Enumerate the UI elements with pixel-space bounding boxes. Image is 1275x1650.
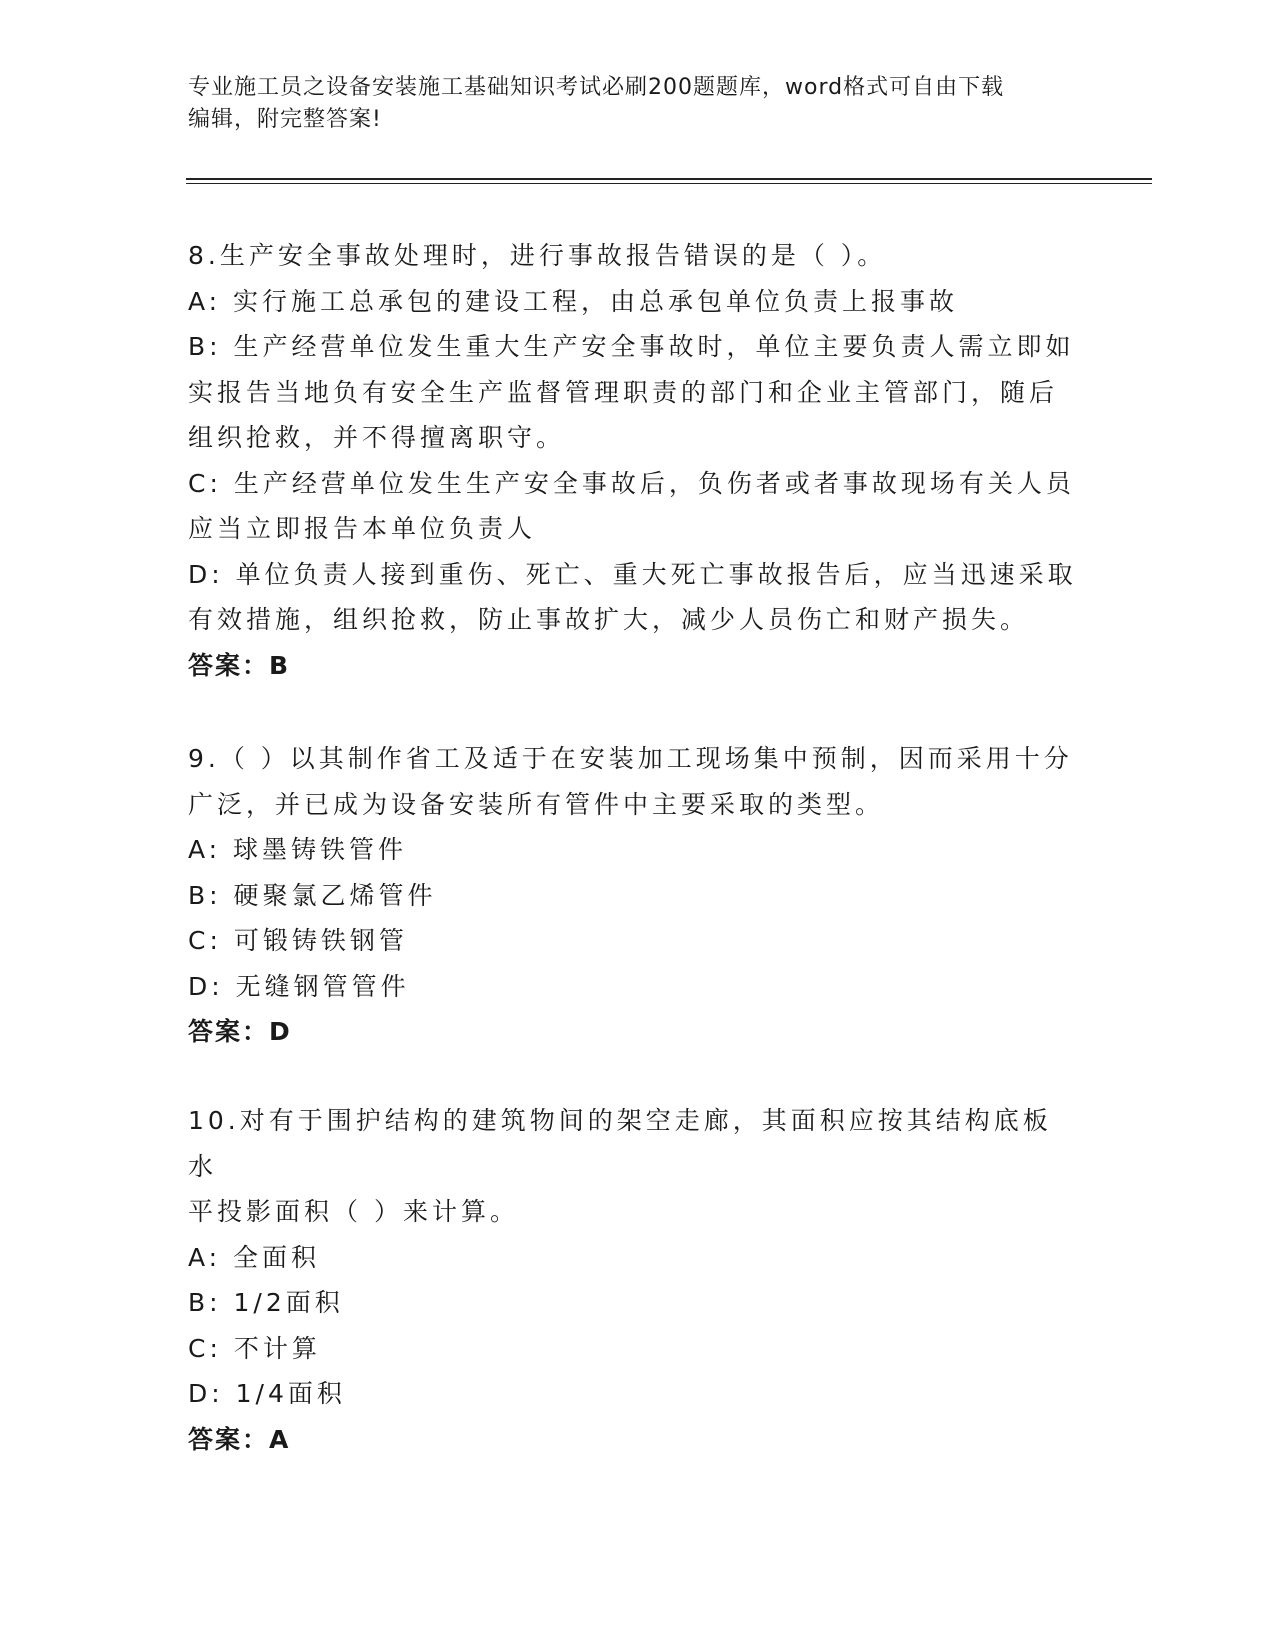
question-9-stem-line-1: 9.（ ）以其制作省工及适于在安装加工现场集中预制，因而采用十分 [188,744,1073,773]
question-10-stem-line-2: 平投影面积（ ）来计算。 [188,1197,519,1226]
question-8-option-a: A: 实行施工总承包的建设工程，由总承包单位负责上报事故 [188,286,959,316]
question-9-answer: 答案：D [188,1017,292,1046]
question-8 [188,233,1078,688]
question-9-option-d: D: 无缝钢管管件 [188,971,410,1001]
question-8-stem: 8.生产安全事故处理时，进行事故报告错误的是（ ）。 [188,241,887,270]
header-divider-thin [186,183,1152,184]
header-line-1: 专业施工员之设备安装施工基础知识考试必刷200题题库，word格式可自由下载 [188,75,1005,100]
question-9-option-c: C: 可锻铸铁钢管 [188,926,408,955]
question-10-option-c: C: 不计算 [188,1333,321,1363]
question-10-answer: 答案：A [188,1424,291,1454]
question-8-option-b-line-1: B: 生产经营单位发生重大生产安全事故时，单位主要负责人需立即如 [188,332,1075,361]
question-8-option-b-line-3: 组织抢救，并不得擅离职守。 [188,423,566,452]
question-8-option-b-line-2: 实报告当地负有安全生产监督管理职责的部门和企业主管部门，随后 [188,377,1059,407]
question-10 [188,1098,1078,1462]
question-9-stem-line-2: 广泛，并已成为设备安装所有管件中主要采取的类型。 [188,789,885,819]
document-header [188,72,1068,136]
question-8-option-c-line-2: 应当立即报告本单位负责人 [188,514,537,543]
question-10-option-d: D: 1/4面积 [188,1379,346,1408]
question-8-option-d-line-1: D: 单位负责人接到重伤、死亡、重大死亡事故报告后，应当迅速采取 [188,559,1077,589]
question-10-option-a: A: 全面积 [188,1242,321,1272]
header-divider-thick [186,178,1152,180]
question-8-option-d-line-2: 有效措施，组织抢救，防止事故扩大，减少人员伤亡和财产损失。 [188,605,1030,634]
question-9 [188,736,1078,1055]
question-10-stem-line-1: 10.对有于围护结构的建筑物间的架空走廊，其面积应按其结构底板水 [188,1106,1052,1181]
question-10-option-b: B: 1/2面积 [188,1288,344,1317]
header-line-2: 编辑，附完整答案! [188,107,382,132]
question-9-option-a: A: 球墨铸铁管件 [188,835,408,864]
question-8-option-c-line-1: C: 生产经营单位发生生产安全事故后，负伤者或者事故现场有关人员 [188,468,1075,498]
question-8-answer: 答案：B [188,650,291,680]
question-9-option-b: B: 硬聚氯乙烯管件 [188,880,437,910]
